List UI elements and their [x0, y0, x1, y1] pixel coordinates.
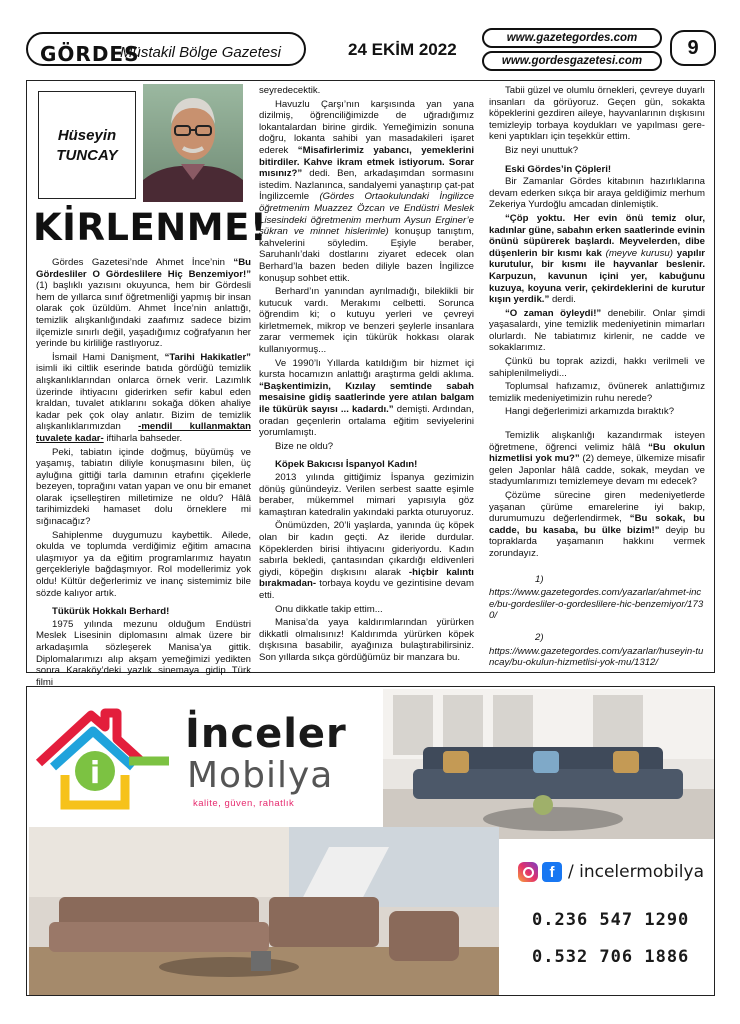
paragraph [36, 257, 251, 350]
text-run: isimli iki ciltlik eserinde batıda gördüğü temizlik alışkanlıklarından onlarca örnek verir. Lazımlık üzerinde ihtiyacını giderirken sefir kabul eden kraldan, tuvalet atıklarını sokağa döken ahaliye kadar pek çok olay anlatır. Bizim de temizlik alışkanlıklarımızdan [36, 363, 251, 433]
paragraph [489, 176, 705, 211]
paragraph [259, 85, 474, 97]
masthead [26, 28, 716, 72]
paragraph [259, 286, 474, 356]
paragraph [489, 406, 705, 418]
text-run: Ve 1990’lı Yıllarda katıldığım bir hizmet içi kursta hocamızın anlattığı araştırma geldi aklıma. [259, 357, 474, 381]
text-run: Onu dikkatle takip ettim... [275, 603, 383, 615]
text-run: Önümüzden, 20’li yaşlarda, yanında üç köpek olan bir kadın geçti. Az ileride durdular. Köpeklerden birisi ihtiyacını gideriyordu. Kadın sabırla bekledi, çantasından çıkardığı eldivenleri giydi, köpeğin dışkısını alarak [259, 520, 474, 578]
paragraph [36, 619, 251, 689]
paragraph [489, 356, 705, 379]
paragraph [36, 530, 251, 600]
text-run: Temizlik alışkanlığı kazandırmak isteyen öğretmene, öğrenci velimiz hâlâ [489, 430, 705, 453]
living-room-photo [29, 827, 499, 995]
instagram-icon[interactable] [518, 862, 538, 882]
text-run: Peki, tabiatın içinde doğmuş, büyümüş ve yaşamış, tabiatın diliyle konuşmasını bilen, üç ayluğına gittiği tarla damının etrafını çiçeklerle bezeyen, toprağını vatan yapan ve onu bir emanet olarak içselleştiren milletimize ne oldu? Hâlâ tarihimizdeki hamaset dolu örneklere mi sığınacağız? [36, 446, 251, 528]
paragraph [489, 145, 705, 157]
text-run: Sahiplenme duygumuzu kaybettik. Ailede, okulda ve toplumda verdiğimiz eğitim amacına ulaşmıyor ya da eğitim programlarımız hayatın gerçekleriyle bağdaşmıyor. Rol modellerimiz yok oldu! Kültür değerlerimiz ve inanç sistemimiz bile sözde kalıyor artık. [36, 529, 251, 599]
paragraph [259, 99, 474, 285]
logo-letter: i [89, 756, 101, 791]
text-run: Biz neyi unuttuk? [505, 144, 579, 156]
headline: KİRLENME! [33, 206, 268, 249]
text-run: deyip bu topraklarda yaşamanın hakkını vermek zorundayız. [489, 524, 705, 559]
text-run: İsmail Hami Danişment, [52, 351, 165, 363]
newspaper-subtitle: Müstakil Bölge Gazetesi [120, 44, 281, 61]
text-run: dedi. Ben, arkadaşımdan sormasını istedim. Nazlanınca, sandalyemi yanaştırıp çat-pat İngilizcemle [259, 168, 474, 203]
text-run: derdi. [551, 294, 576, 306]
text-run: “O zaman öyleydi!” [505, 307, 602, 319]
text-run: iftiharla bahseder. [106, 432, 183, 444]
text-run: konuşup tanıştım, kahvelerini söyledim. Eşiyle beraber, Saruhanlı’daki dostlarını ziyaret edecek olan Berhard’la bazen beden diliyle bazen İngilizce konuşup sohbet ettik. [259, 226, 474, 284]
paragraph [489, 430, 705, 488]
text-run: -hiçbir kalıntı bırakmadan- [259, 566, 474, 590]
brand-name-line-2: Mobilya [187, 755, 334, 796]
paragraph [259, 472, 474, 518]
text-run: “Başkentimizin, Kızılay semtinde sabah mesaisine gidiş saatlerinde yere atılan balgam ile tükürük sayısı ... kadardı.” [259, 380, 474, 416]
author-photo [143, 84, 243, 202]
text-run: yapılır kurutulur, bir kısmı ile hayvanlar beslenir. Karpuzun, kavunun içini yer, kabuğunu kuzuya, koyuna verir, çekirdeklerini de kurutur kışın yerdik.” [489, 247, 705, 306]
paragraph [36, 447, 251, 528]
text-run: “Misafirlerimiz yabancı, yemeklerini bitirdiler. Kahve ikram etmek istiyorum. Sorar mısınız?” [259, 144, 475, 180]
text-run: demişti. Ardından, oradan geçenlerin ortalama eğitim seviyelerini yorumlamıştı. [259, 404, 474, 439]
social-media-row[interactable] [518, 860, 704, 884]
text-run: “Çöp yoktu. Her evin önü temiz olur, kadınlar güne, sabahın erken saatlerinde evinin önünü süpürerek başlardı. Meyvelerden, dibe düşenlerin bir kısmı kak [489, 212, 705, 259]
brand-name-line-1: İnceler [185, 711, 347, 757]
reference-label-2: 2) [535, 631, 544, 643]
furniture-advertisement [26, 686, 715, 996]
text-run: “Bu sokak, bu cadde, bu kasaba, bu ülke bizim!” [489, 513, 705, 536]
website-links [482, 28, 662, 72]
issue-date: 24 EKİM 2022 [348, 40, 457, 59]
article-column-1 [36, 257, 251, 690]
text-run: “Bu Gördesliler O Gördeslilere Hiç Benzemiyor!” [36, 257, 251, 280]
reference-link-1[interactable]: https://www.gazetegordes.com/yazarlar/ahmet-ince/bu-gordesliler-o-gordeslilere-hic-benzemiyor/1730/ [489, 587, 704, 622]
text-run: Manisa’da yaya kaldırımlarından yürürken dikkatli olmalısınız! Kaldırımda yürürken köpek dışkısına basabilir, ayağınıza bulaştırabilirsiniz. Son yıllarda sıkça gördüğümüz bir manzara bu. [259, 617, 474, 663]
text-run: Tabii güzel ve olumlu örnekleri, çevreye duyarlı insanları da görüyoruz. Geçen gün, sokakta köpeklerini gezdiren aileye, hayvanlarının dışkısını temizleyip torbaya koydukları ve yapılması gere-keni yaptıkları için teşekkür ettim. [489, 85, 705, 143]
paragraph [259, 617, 474, 663]
article-column-3 [489, 85, 705, 671]
social-handle[interactable]: / incelermobilya [568, 862, 704, 882]
text-run: Bir Zamanlar Gördes kitabının hazırlıklarına devam ederken sıkça bir araya geldiğimiz merhum Zekeriya Yurdoğlu amcadan dinlemiştik. [489, 176, 705, 211]
paragraph [489, 490, 705, 560]
brand-tagline: kalite, güven, rahatlık [193, 798, 295, 809]
paragraph [259, 520, 474, 601]
text-run: (Gördes Ortaokulundaki İngilizce öğretmenim Muazzez Özcan ve Endüstri Meslek Lisesindeki öğretmenim merhum Aysun Erginer’e şükran ve minnet hislerimle) [259, 191, 474, 238]
phone-number-1[interactable]: 0.236 547 1290 [532, 910, 690, 930]
text-run: “Tarihi Hakikatler” [164, 351, 251, 363]
article-column-3-body [489, 85, 705, 560]
text-run: 1975 yılında mezunu olduğum Endüstri Meslek Lisesinin diplomasını almak üzere bir arkadaşımla sözleşerek Manisa’ya gittik. Diplomalarımızı alıp akşam yemeğimizi yedikten sonra Karaköy’deki yazlık sinemaya gidip Türk filmi [36, 618, 251, 688]
house-logo-icon [29, 701, 179, 813]
paragraph [259, 604, 474, 616]
facebook-icon[interactable]: f [542, 862, 562, 882]
text-run: seyredecektik. [259, 85, 321, 96]
reference-link-2[interactable]: https://www.gazetegordes.com/yazarlar/huseyin-tuncay/bu-okulun-hizmetlisi-yok-mu/1312/ [489, 645, 704, 669]
section-heading: Eski Gördes’in Çöpleri! [505, 163, 612, 175]
article [26, 80, 715, 688]
section-heading: Tükürük Hokkalı Berhard! [52, 606, 170, 618]
author-last-name: TUNCAY [56, 147, 118, 164]
sofa-showroom-photo [383, 689, 714, 839]
author-name-box [38, 91, 136, 199]
paragraph [489, 213, 705, 306]
paragraph [489, 381, 705, 404]
text-run: Gördes Gazetesi’nde Ahmet İnce’nin [52, 257, 234, 268]
phone-number-2[interactable]: 0.532 706 1886 [532, 947, 690, 967]
text-run: Berhard’ın yanından ayrılmadığı, bileklikli bir kutucuk vardı. Merakımı celbetti. Sorunca öğrendim ki; o kutuyu yerleri ve çevreyi kirletmemek, mikrop ve benzeri şeylerle insanlara zarar vermemek için tükürük hokkası olarak kullanıyormuş... [259, 286, 474, 356]
reference-label-1: 1) [535, 573, 544, 585]
paragraph-spacer [489, 420, 705, 430]
text-run: Çözüme sürecine giren medeniyetlerde yaşanan çürüme emarelerine iyi bakıp, durumumuzu değerlendirmek, [489, 490, 705, 525]
paragraph [259, 441, 474, 453]
paragraph [259, 358, 474, 439]
text-run: (2) demeye, ülkemize misafir gelen Japonlar hâlâ cadde, sokak, meydan ve stadyumlarımızı temizlemeye devam mı edecek? [489, 453, 705, 488]
section-heading: Köpek Bakıcısı İspanyol Kadın! [275, 459, 418, 471]
text-run: Çünkü bu toprak azizdi, hakkı verilmeli ve sahiplenilmeliydi... [489, 356, 705, 379]
references [489, 574, 705, 669]
paragraph [489, 85, 705, 143]
text-run: torbaya koydu ve gezintisine devam etti. [259, 578, 474, 601]
author-first-name: Hüseyin [57, 127, 117, 144]
masthead-title-frame [26, 32, 306, 66]
text-run: -mendil kullanmaktan tuvalete kadar- [36, 421, 251, 444]
page-number: 9 [670, 30, 716, 66]
website-link-1[interactable]: www.gazetegordes.com [482, 28, 662, 48]
text-run: Toplumsal hafızamız, övünerek anlattığımız temizlik medeniyetimizin ruhu nerede? [489, 381, 705, 404]
text-run: (meyve kurusu) [605, 247, 677, 259]
newspaper-name: GÖRDES [40, 42, 140, 66]
text-run: Bize ne oldu? [275, 440, 334, 452]
text-run: Havuzlu Çarşı’nın karşısında yan yana dizilmiş, öğrenciliğimizde de uğradığımız lokantalardan birine girdik. Yemeğimizin sonuna doğru, lokanta sahibi yan masadakileri işaret ederek [259, 98, 474, 156]
website-link-2[interactable]: www.gordesgazetesi.com [482, 51, 662, 71]
text-run: Hangi değerlerimizi arkamızda bıraktık? [505, 406, 675, 418]
article-column-2 [259, 85, 474, 666]
paragraph [489, 308, 705, 354]
text-run: denebilir. Onlar şimdi yaşasalardı, yine temizlik medeniyetinin mimarları olurlardı. Ne tabiatımız kirlenir, ne cadde ve sokaklarımız. [489, 307, 705, 354]
text-run: (1) başlıklı yazısını okuyunca, hem bir Gördesli hem de yıllarca sınıf öğretmenliği yapmış bir insan olarak çok üzüldüm. Ahmet İnce’nin anlattığı, temizlik alışkanlığındaki zaafımız sadece bizim ilçemizle sınırlı değil, yaşadığımız coğrafyanın her yerinde bu kirliliğe rastlıyoruz. [36, 280, 251, 350]
text-run: “Bu okulun hizmetlisi yok mu?” [489, 441, 705, 465]
text-run: 2013 yılında gittiğimiz İspanya gezimizin dönüş günündeyiz. Verilen serbest saatte eşimle beraber, mükemmel mimari yapısıyla göz kamaştıran katedralin yakındaki parkta oturuyoruz. [259, 472, 474, 518]
paragraph [36, 352, 251, 445]
